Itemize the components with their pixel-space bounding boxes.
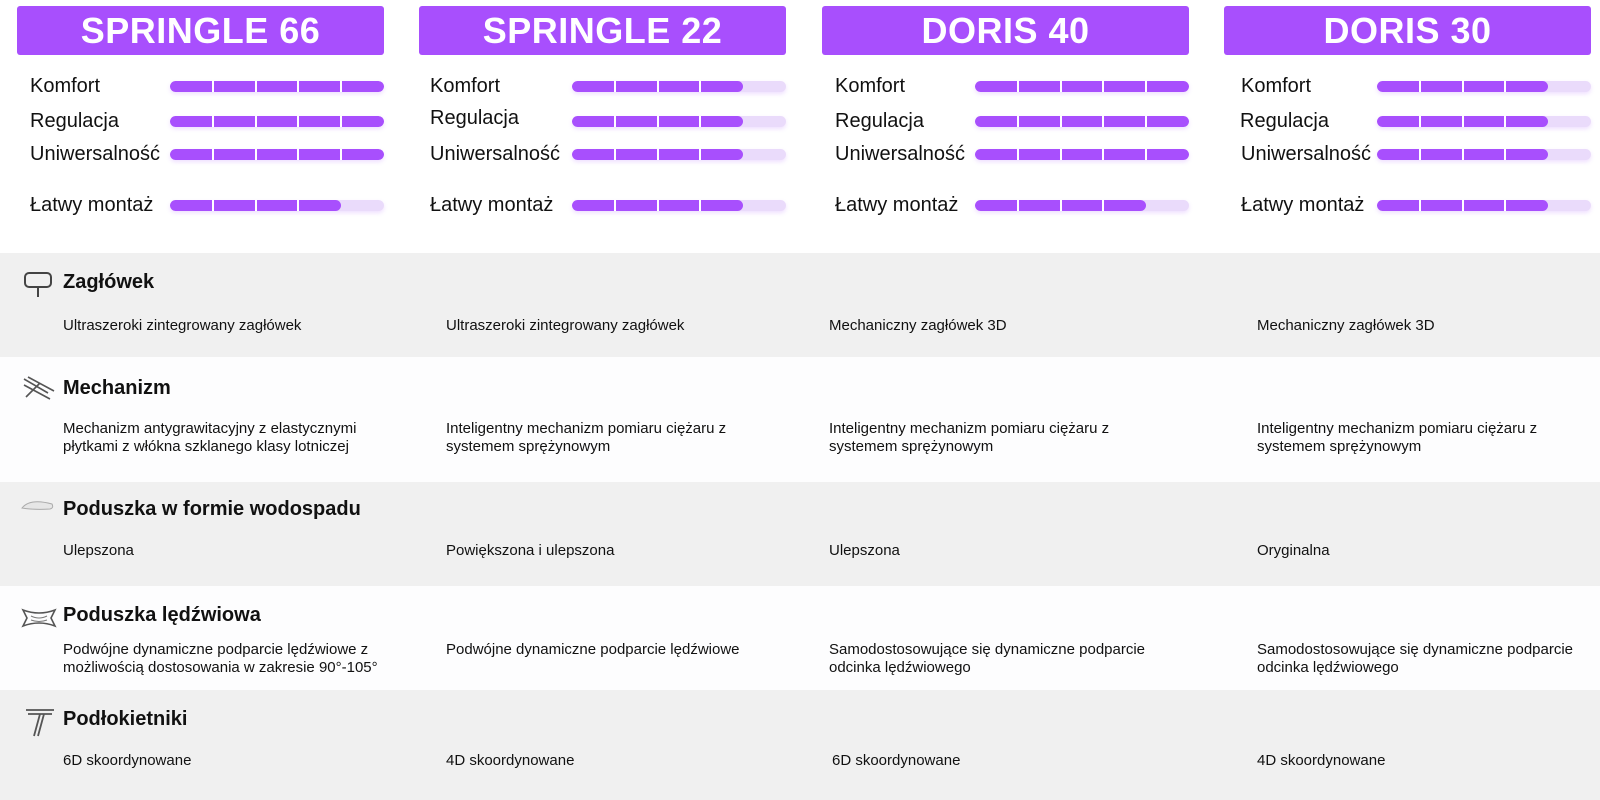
product-title: DORIS 40 — [822, 6, 1189, 55]
rating-bar — [1377, 81, 1591, 92]
feature-value: Mechaniczny zagłówek 3D — [1257, 317, 1435, 334]
rating-bar — [1377, 149, 1591, 160]
rating-bar-divider — [297, 81, 299, 92]
mechanism-icon — [20, 373, 58, 405]
rating-bar — [1377, 200, 1591, 211]
feature-value: Inteligentny mechanizm pomiaru ciężaru z systemem sprężynowym — [829, 420, 1110, 455]
feature-value: Inteligentny mechanizm pomiaru ciężaru z systemem sprężynowym — [446, 420, 727, 455]
metric-latwy-montaz — [1224, 191, 1591, 219]
metric-regulacja — [419, 104, 786, 132]
rating-bar-divider — [1145, 116, 1147, 127]
rating-bar-divider — [614, 149, 616, 160]
rating-bar-divider — [1462, 116, 1464, 127]
metric-label: Łatwy montaż — [30, 194, 154, 216]
rating-bar-divider — [614, 81, 616, 92]
metric-regulacja — [822, 107, 1189, 135]
rating-bar-divider — [255, 200, 257, 211]
metric-label: Uniwersalność — [430, 143, 561, 165]
metric-uniwersalnosc — [17, 140, 384, 168]
metric-label: Uniwersalność — [835, 143, 966, 165]
metric-label: Łatwy montaż — [1241, 194, 1365, 216]
rating-bar — [975, 200, 1189, 211]
product-title: DORIS 30 — [1224, 6, 1591, 55]
rating-bar-divider — [1504, 81, 1506, 92]
rating-bar-divider — [1462, 149, 1464, 160]
metric-latwy-montaz — [17, 191, 384, 219]
rating-bar-divider — [255, 81, 257, 92]
feature-value: Samodostosowujące się dynamiczne podparcie odcinka lędźwiowego — [1257, 641, 1574, 676]
feature-row-lumbar-cushion — [0, 586, 1600, 690]
feature-title: Poduszka lędźwiowa — [63, 604, 261, 626]
lumbar-cushion-icon — [20, 602, 58, 634]
rating-bar-divider — [1102, 149, 1104, 160]
rating-bar-divider — [657, 200, 659, 211]
rating-bar-divider — [1462, 81, 1464, 92]
feature-value: Ultraszeroki zintegrowany zagłówek — [446, 317, 685, 334]
metric-uniwersalnosc — [419, 140, 786, 168]
rating-bar-divider — [614, 200, 616, 211]
rating-bar — [572, 81, 786, 92]
rating-bar-divider — [657, 81, 659, 92]
rating-bar-fill — [975, 149, 1189, 160]
rating-bar-divider — [1419, 116, 1421, 127]
rating-bar-divider — [1504, 149, 1506, 160]
feature-value: Ulepszona — [829, 542, 900, 559]
rating-bar-divider — [1102, 200, 1104, 211]
rating-bar-divider — [699, 81, 701, 92]
rating-bar-divider — [1462, 200, 1464, 211]
product-card-doris-40 — [822, 6, 1189, 216]
armrest-icon — [20, 706, 58, 738]
rating-bar-divider — [212, 81, 214, 92]
rating-bar-divider — [1102, 116, 1104, 127]
headrest-icon — [20, 269, 58, 301]
feature-value: 4D skoordynowane — [1257, 752, 1386, 769]
rating-bar — [1377, 116, 1591, 127]
rating-bar — [572, 200, 786, 211]
rating-bar-divider — [1060, 81, 1062, 92]
metric-label: Komfort — [30, 75, 101, 97]
metric-label: Regulacja — [30, 110, 119, 132]
metric-label: Łatwy montaż — [430, 194, 554, 216]
rating-bar-divider — [1419, 81, 1421, 92]
rating-bar-divider — [1504, 200, 1506, 211]
metric-uniwersalnosc — [1224, 140, 1591, 168]
rating-bar-divider — [1060, 149, 1062, 160]
rating-bar-divider — [340, 116, 342, 127]
feature-value: Ultraszeroki zintegrowany zagłówek — [63, 317, 302, 334]
rating-bar-divider — [699, 149, 701, 160]
rating-bar — [572, 149, 786, 160]
rating-bar-divider — [1419, 149, 1421, 160]
rating-bar-divider — [1017, 200, 1019, 211]
rating-bar-divider — [699, 200, 701, 211]
metric-latwy-montaz — [419, 191, 786, 219]
feature-value: Oryginalna — [1257, 542, 1330, 559]
rating-bar-divider — [1419, 200, 1421, 211]
rating-bar — [170, 81, 384, 92]
feature-row-headrest — [0, 253, 1600, 357]
rating-bar-divider — [297, 116, 299, 127]
rating-bar — [975, 81, 1189, 92]
waterfall-cushion-icon — [20, 492, 58, 524]
feature-title: Mechanizm — [63, 377, 171, 399]
metric-komfort — [17, 72, 384, 100]
product-title: SPRINGLE 66 — [17, 6, 384, 55]
feature-value: Podwójne dynamiczne podparcie lędźwiowe z możliwością dostosowania w zakresie 90°-105° — [63, 641, 378, 676]
rating-bar-fill — [170, 81, 384, 92]
feature-title: Zagłówek — [63, 271, 155, 293]
feature-value: Mechaniczny zagłówek 3D — [829, 317, 1007, 334]
rating-bar-divider — [212, 200, 214, 211]
feature-row-armrests — [0, 690, 1600, 800]
rating-bar-fill — [170, 149, 384, 160]
rating-bar — [975, 116, 1189, 127]
product-title: SPRINGLE 22 — [419, 6, 786, 55]
rating-bar-divider — [340, 149, 342, 160]
feature-row-mechanism — [0, 357, 1600, 482]
rating-bar — [170, 149, 384, 160]
feature-value: Mechanizm antygrawitacyjny z elastycznymi płytkami z włókna szklanego klasy lotniczej — [63, 420, 357, 455]
rating-bar-divider — [212, 149, 214, 160]
rating-bar — [170, 116, 384, 127]
metric-label: Regulacja — [1240, 110, 1329, 132]
feature-value: Ulepszona — [63, 542, 134, 559]
metric-komfort — [822, 72, 1189, 100]
feature-value: Samodostosowujące się dynamiczne podparcie odcinka lędźwiowego — [829, 641, 1146, 676]
rating-bar-divider — [1060, 200, 1062, 211]
metric-label: Regulacja — [430, 107, 519, 129]
feature-title: Podłokietniki — [63, 708, 188, 730]
feature-value: Inteligentny mechanizm pomiaru ciężaru z systemem sprężynowym — [1257, 420, 1538, 455]
rating-bar-fill — [975, 81, 1189, 92]
metric-komfort — [1224, 72, 1591, 100]
rating-bar-divider — [1504, 116, 1506, 127]
rating-bar — [975, 149, 1189, 160]
metric-label: Łatwy montaż — [835, 194, 959, 216]
rating-bar-divider — [1017, 149, 1019, 160]
feature-value: 6D skoordynowane — [63, 752, 192, 769]
rating-bar-divider — [614, 116, 616, 127]
metric-label: Uniwersalność — [1241, 143, 1372, 165]
metric-regulacja — [17, 107, 384, 135]
rating-bar-divider — [297, 149, 299, 160]
rating-bar-divider — [255, 116, 257, 127]
rating-bar-divider — [1145, 149, 1147, 160]
feature-value: 6D skoordynowane — [832, 752, 961, 769]
rating-bar-divider — [297, 200, 299, 211]
metric-label: Komfort — [835, 75, 906, 97]
metric-label: Komfort — [1241, 75, 1312, 97]
feature-value: Podwójne dynamiczne podparcie lędźwiowe — [446, 641, 740, 658]
metric-regulacja — [1224, 107, 1591, 135]
metric-komfort — [419, 72, 786, 100]
metric-uniwersalnosc — [822, 140, 1189, 168]
product-ratings-header — [0, 0, 1600, 253]
rating-bar — [170, 200, 384, 211]
rating-bar-divider — [699, 116, 701, 127]
rating-bar-divider — [1102, 81, 1104, 92]
rating-bar-divider — [1017, 116, 1019, 127]
feature-title: Poduszka w formie wodospadu — [63, 498, 361, 520]
product-card-springle-66 — [17, 6, 384, 216]
metric-latwy-montaz — [822, 191, 1189, 219]
rating-bar-divider — [212, 116, 214, 127]
rating-bar-divider — [1145, 81, 1147, 92]
rating-bar-divider — [255, 149, 257, 160]
rating-bar-fill — [170, 116, 384, 127]
rating-bar-divider — [1017, 81, 1019, 92]
metric-label: Uniwersalność — [30, 143, 161, 165]
product-card-springle-22 — [419, 6, 786, 216]
metric-label: Regulacja — [835, 110, 924, 132]
rating-bar — [572, 116, 786, 127]
rating-bar-fill — [975, 116, 1189, 127]
rating-bar-divider — [1060, 116, 1062, 127]
feature-value: 4D skoordynowane — [446, 752, 575, 769]
metric-label: Komfort — [430, 75, 501, 97]
rating-bar-divider — [657, 149, 659, 160]
rating-bar-divider — [340, 81, 342, 92]
feature-row-waterfall-cushion — [0, 482, 1600, 586]
rating-bar-divider — [657, 116, 659, 127]
product-card-doris-30 — [1224, 6, 1591, 216]
feature-value: Powiększona i ulepszona — [446, 542, 615, 559]
